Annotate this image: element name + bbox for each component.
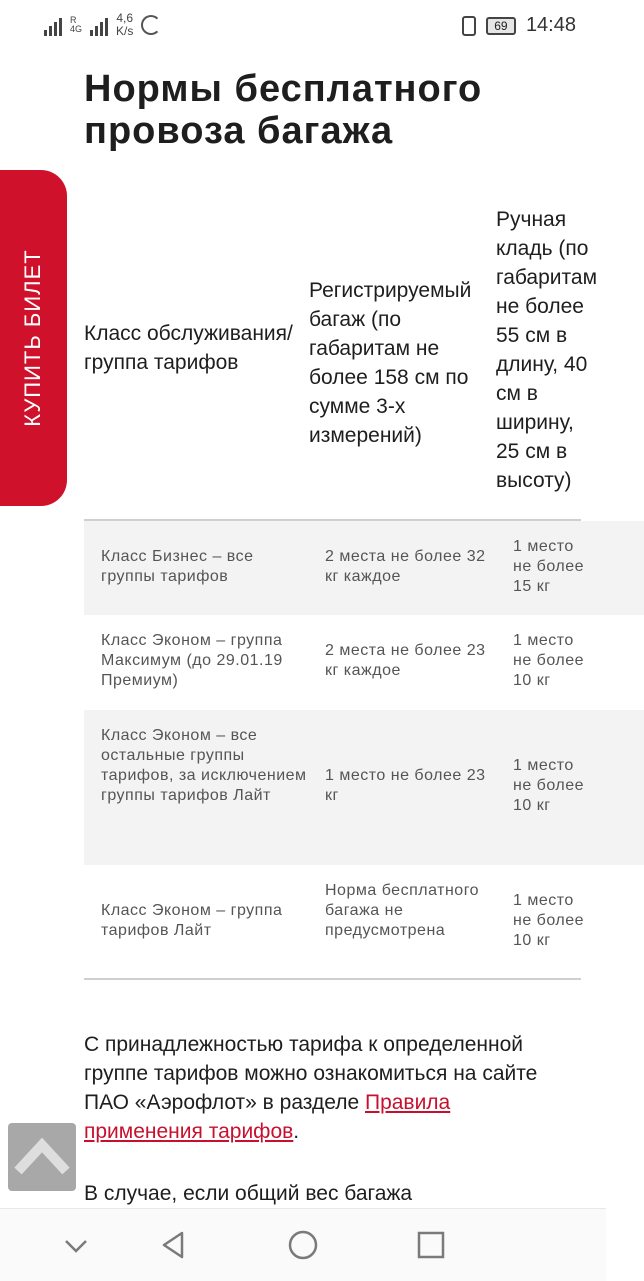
home-circle-icon[interactable]: [285, 1227, 321, 1263]
navigation-bar: [0, 1208, 606, 1281]
network-type: R 4G: [70, 15, 83, 34]
row-class: Класс Эконом – группа Максимум (до 29.01.19 Премиум): [101, 632, 283, 689]
chevron-down-icon[interactable]: [58, 1227, 94, 1263]
signal-icon: [44, 14, 62, 36]
table-row: [84, 521, 644, 615]
row-carry-on: 1 место не более 15 кг: [513, 538, 585, 595]
row-carry-on: 1 место не более 10 кг: [513, 632, 585, 689]
table-bottom-divider: [84, 978, 581, 980]
row-class: Класс Эконом – группа тарифов Лайт: [101, 902, 283, 939]
clock: 14:48: [525, 14, 576, 36]
row-checked: 2 места не более 23 кг каждое: [325, 642, 486, 679]
fare-rules-link[interactable]: Правила применения тарифов: [84, 1091, 451, 1143]
baggage-table[interactable]: [84, 195, 598, 985]
row-checked: Норма бесплатного багажа не предусмотрена: [325, 882, 480, 939]
header-checked-baggage: Регистрируемый багаж (по габаритам не более 158 см по сумме 3-х измерений): [309, 279, 472, 447]
table-row: [84, 615, 644, 710]
network-speed: 4,6 K/s: [116, 11, 134, 38]
table-row: [84, 865, 644, 978]
vibrate-icon: [462, 16, 476, 36]
sync-icon: [141, 15, 161, 35]
row-carry-on: 1 место не более 10 кг: [513, 757, 585, 814]
status-right: [462, 14, 576, 37]
status-bar: [0, 0, 606, 52]
row-carry-on: 1 место не более 10 кг: [513, 892, 585, 949]
buy-ticket-label: КУПИТЬ БИЛЕТ: [20, 249, 45, 427]
status-left: [44, 12, 161, 38]
buy-ticket-button[interactable]: [0, 170, 67, 506]
scroll-to-top-button[interactable]: [8, 1123, 76, 1191]
chevron-up-icon: [8, 1123, 76, 1191]
row-checked: 2 места не более 32 кг каждое: [325, 548, 486, 585]
header-carry-on: Ручная кладь (по габаритам не более 55 см в длину, 40 см в ширину, 25 см в высоту): [496, 208, 598, 492]
table-row: [84, 710, 644, 865]
row-checked: 1 место не более 23 кг: [325, 767, 486, 804]
header-class: Класс обслуживания/ группа тарифов: [84, 322, 293, 374]
paragraph-text: С принадлежностью тарифа к определенной группе тарифов можно ознакомиться на сайте ПАО «Аэрофлот» в разделе: [84, 1033, 538, 1114]
fare-group-paragraph: [84, 1030, 574, 1146]
signal-icon-2: [90, 14, 108, 36]
baggage-weight-paragraph: В случае, если общий вес багажа: [84, 1182, 413, 1205]
battery-icon: 69: [486, 17, 516, 35]
recents-square-icon[interactable]: [413, 1227, 449, 1263]
row-class: Класс Бизнес – все группы тарифов: [101, 548, 254, 585]
paragraph-end: .: [293, 1120, 300, 1143]
page-title: Нормы бесплатного провоза багажа: [84, 68, 483, 152]
row-class: Класс Эконом – все остальные группы тарифов, за исключением группы тарифов Лайт: [101, 727, 307, 804]
back-triangle-icon[interactable]: [156, 1227, 192, 1263]
table-header: [84, 195, 644, 520]
